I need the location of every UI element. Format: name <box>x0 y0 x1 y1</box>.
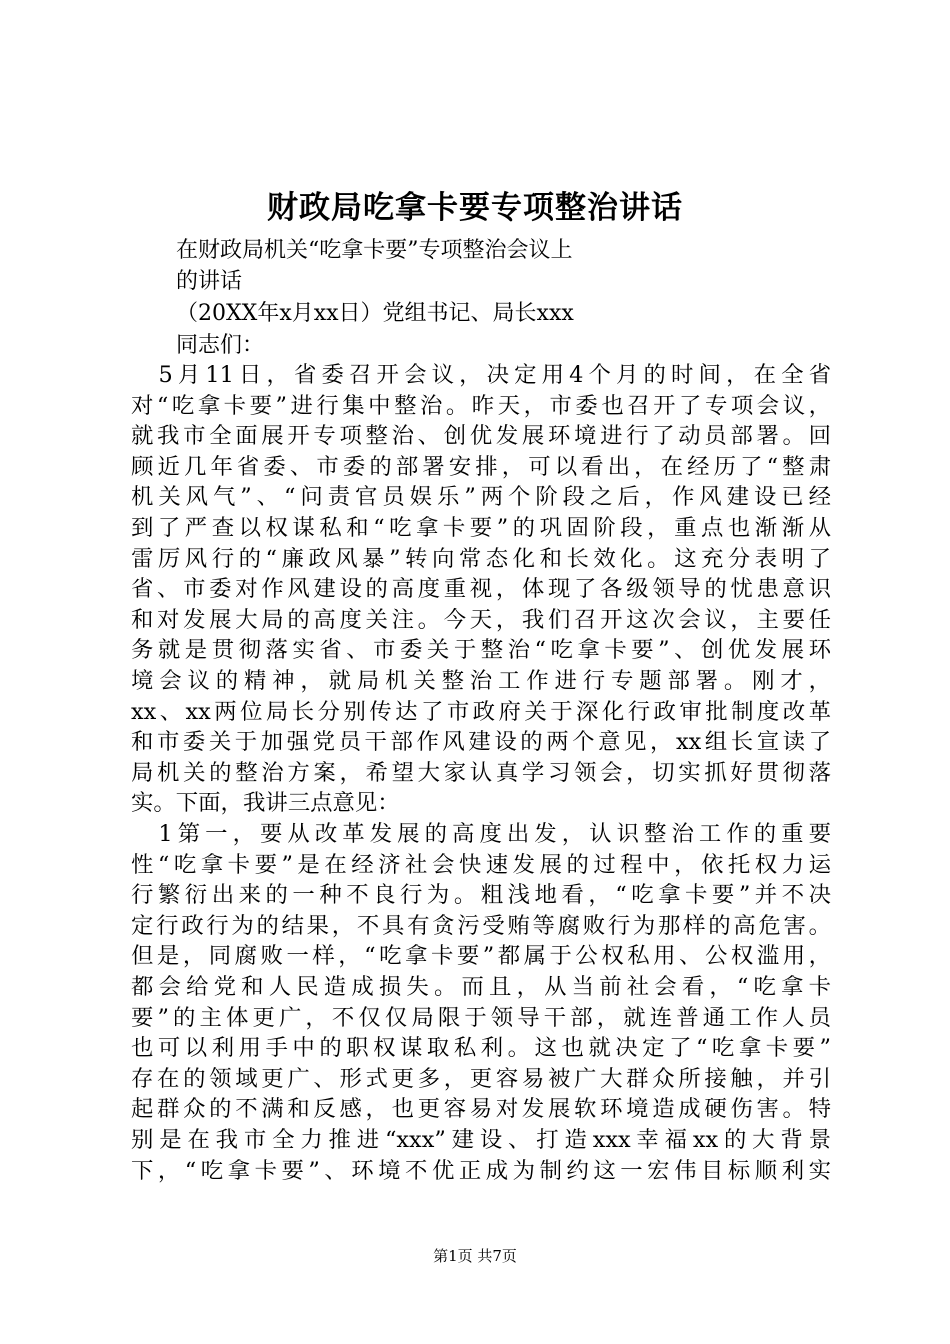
paragraph-2 <box>131 819 831 1186</box>
paragraph-line: 行繁衍出来的一种不良行为。粗浅地看，“吃拿卡要”并不决 <box>131 882 831 909</box>
paragraph-line: 机关风气”、“问责官员娱乐”两个阶段之后，作风建设已经 <box>131 484 831 511</box>
paragraph-line: 务就是贯彻落实省、市委关于整治“吃拿卡要”、创优发展环 <box>131 637 831 664</box>
paragraph-line: 境会议的精神，就局机关整治工作进行专题部署。刚才， <box>131 667 831 694</box>
paragraph-line: 和对发展大局的高度关注。今天，我们召开这次会议，主要任 <box>131 606 831 633</box>
page-footer: 第1页 共7页 <box>433 1247 517 1265</box>
paragraph-line: 性“吃拿卡要”是在经济社会快速发展的过程中，依托权力运 <box>131 851 831 878</box>
subtitle-line-1: 在财政局机关“吃拿卡要”专项整治会议上 <box>176 238 573 263</box>
paragraph-line: 到了严查以权谋私和“吃拿卡要”的巩固阶段，重点也渐渐从 <box>131 514 831 541</box>
paragraph-line: 但是，同腐败一样，“吃拿卡要”都属于公权私用、公权滥用， <box>131 943 831 970</box>
paragraph-line: 实。下面，我讲三点意见： <box>131 790 400 817</box>
paragraph-line: 顾近几年省委、市委的部署安排，可以看出，在经历了“整肃 <box>131 453 831 480</box>
paragraph-line: 5月11日，省委召开会议，决定用4个月的时间，在全省 <box>131 362 831 388</box>
paragraph-line: 别是在我市全力推进“xxx”建设、打造xxx幸福xx的大背景 <box>131 1126 831 1153</box>
paragraph-line: 就我市全面展开专项整治、创优发展环境进行了动员部署。回 <box>131 423 831 450</box>
subtitle-line-2: 的讲话 <box>176 269 243 294</box>
paragraph-line: 起群众的不满和反感，也更容易对发展软环境造成硬伤害。特 <box>131 1096 831 1123</box>
paragraph-line: 雷厉风行的“廉政风暴”转向常态化和长效化。这充分表明了 <box>131 545 831 572</box>
salutation: 同志们： <box>176 333 265 358</box>
paragraph-line: 1第一，要从改革发展的高度出发，认识整治工作的重要 <box>131 821 831 847</box>
paragraph-line: 和市委关于加强党员干部作风建设的两个意见，xx组长宣读了 <box>131 729 831 756</box>
document-title: 财政局吃拿卡要专项整治讲话 <box>267 190 683 226</box>
paragraph-line: 也可以利用手中的职权谋取私利。这也就决定了“吃拿卡要” <box>131 1035 831 1062</box>
paragraph-line: 下，“吃拿卡要”、环境不优正成为制约这一宏伟目标顺利实 <box>131 1157 831 1184</box>
paragraph-line: 局机关的整治方案，希望大家认真学习领会，切实抓好贯彻落 <box>131 759 831 786</box>
paragraph-line: 存在的领域更广、形式更多，更容易被广大群众所接触，并引 <box>131 1065 831 1092</box>
paragraph-line: 对“吃拿卡要”进行集中整治。昨天，市委也召开了专项会议， <box>131 392 831 419</box>
paragraph-line: 要”的主体更广，不仅仅局限于领导干部，就连普通工作人员 <box>131 1004 831 1031</box>
paragraph-1 <box>131 360 831 819</box>
paragraph-line: xx、xx两位局长分别传达了市政府关于深化行政审批制度改革 <box>131 698 831 725</box>
paragraph-line: 省、市委对作风建设的高度重视，体现了各级领导的忧患意识 <box>131 576 831 603</box>
paragraph-line: 都会给党和人民造成损失。而且，从当前社会看，“吃拿卡 <box>131 973 831 1000</box>
byline: （20XX年x月xx日）党组书记、局长xxx <box>176 301 574 326</box>
paragraph-line: 定行政行为的结果，不具有贪污受贿等腐败行为那样的高危害。 <box>131 912 831 939</box>
